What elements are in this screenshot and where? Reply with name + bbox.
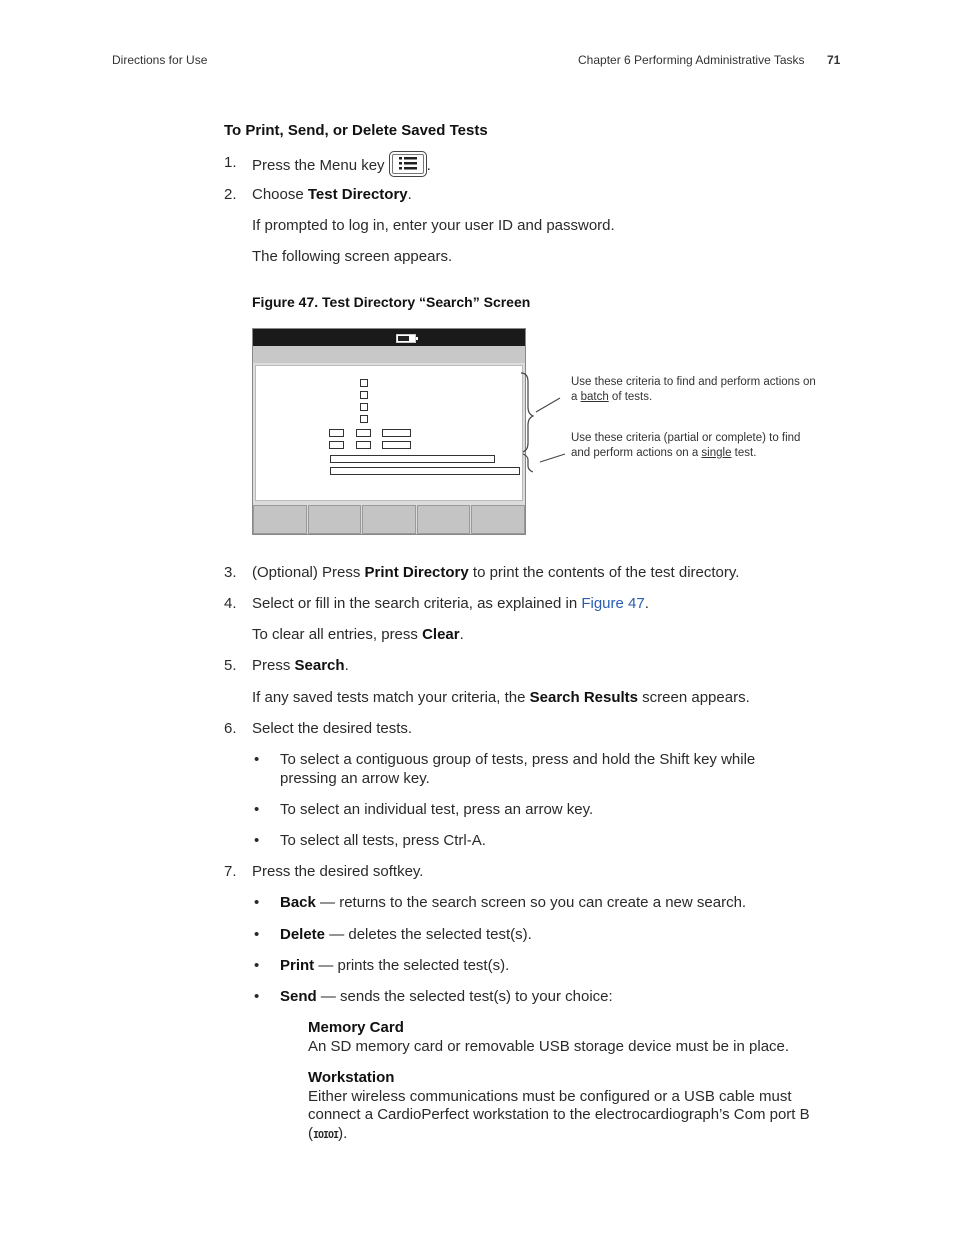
page-number: 71 [827, 53, 841, 67]
softkey-back-desc [280, 893, 746, 912]
date-field[interactable] [356, 441, 371, 449]
step-4-note-post: . [459, 626, 464, 643]
step-1-after: . [426, 156, 431, 174]
running-header-left: Directions for Use [112, 53, 208, 67]
date-field[interactable] [356, 429, 371, 437]
step-number: 5. [224, 657, 237, 674]
step-6-bullet-1-line1: To select a contiguous group of tests, press and hold the Shift key while [280, 751, 756, 768]
patient-name-field[interactable] [330, 467, 520, 475]
serial-port-icon: IOIOI [313, 1130, 339, 1141]
step-5-note-bold: Search Results [529, 689, 639, 706]
workstation-title: Workstation [308, 1069, 395, 1086]
softkey-send-label: Send [280, 988, 317, 1005]
criteria-checkbox[interactable] [360, 415, 368, 423]
step-4-post: . [644, 595, 649, 612]
step-2-post: . [407, 186, 412, 203]
bullet-marker: • [254, 832, 260, 849]
step-2-note-login: If prompted to log in, enter your user ID and password. [252, 217, 615, 234]
paren-open: ( [308, 1125, 313, 1142]
step-3-bold: Print Directory [364, 564, 469, 581]
status-bar [253, 329, 525, 346]
step-5-note-pre: If any saved tests match your criteria, the [252, 689, 530, 706]
figure-47-link[interactable]: Figure 47 [581, 595, 645, 612]
step-4-note-pre: To clear all entries, press [252, 626, 423, 643]
softkey-delete-label: Delete [280, 926, 326, 943]
bullet-marker: • [254, 801, 260, 818]
step-4-note-bold: Clear [422, 626, 460, 643]
softkey-print-label: Print [280, 957, 315, 974]
step-2-pre: Choose [252, 186, 308, 203]
softkey[interactable] [253, 505, 307, 534]
callout-braces [515, 368, 575, 478]
bullet-marker: • [254, 751, 260, 768]
date-field[interactable] [329, 441, 344, 449]
softkey-back-rest: — returns to the search screen so you can create a new search. [315, 894, 747, 911]
softkey-send-rest: — sends the selected test(s) to your choice: [316, 988, 613, 1005]
step-1-text: Press the Menu key [252, 156, 385, 174]
callout-single-pre: Use these criteria (partial or complete) to find and perform actions on a [571, 432, 801, 459]
menu-key-icon [389, 151, 427, 177]
callout-single-post: test. [731, 447, 757, 459]
bullet-marker: • [254, 988, 260, 1005]
step-5-pre: Press [252, 657, 295, 674]
leader-line-batch [536, 398, 560, 412]
paren-close: ). [338, 1125, 348, 1142]
step-4 [252, 594, 649, 613]
step-5-note-post: screen appears. [638, 689, 750, 706]
patient-id-field[interactable] [330, 455, 495, 463]
step-number: 1. [224, 154, 237, 171]
callout-batch-post: of tests. [608, 391, 653, 403]
step-3 [252, 563, 739, 582]
step-number: 3. [224, 564, 237, 581]
criteria-checkbox[interactable] [360, 379, 368, 387]
step-3-post: to print the contents of the test directory. [468, 564, 740, 581]
device-screen-figure [252, 328, 526, 535]
softkey-bar [253, 505, 525, 534]
brace-batch [521, 373, 533, 452]
softkey-back-label: Back [280, 894, 316, 911]
step-5-post: . [344, 657, 349, 674]
callout-batch-underline: batch [580, 391, 609, 403]
step-number: 4. [224, 595, 237, 612]
step-4-pre: Select or fill in the search criteria, as explained in [252, 595, 582, 612]
section-title: To Print, Send, or Delete Saved Tests [224, 122, 488, 139]
bullet-marker: • [254, 957, 260, 974]
step-6-bullet-1-line2: pressing an arrow key. [280, 770, 430, 787]
step-6: Select the desired tests. [252, 720, 413, 737]
softkey-delete-desc [280, 925, 532, 944]
softkey[interactable] [362, 505, 416, 534]
softkey[interactable] [471, 505, 525, 534]
criteria-checkbox[interactable] [360, 403, 368, 411]
step-2-note-screen: The following screen appears. [252, 248, 453, 265]
callout-batch-pre: Use these criteria to find and perform actions on a [571, 376, 816, 403]
softkey-print-rest: — prints the selected test(s). [314, 957, 510, 974]
step-number: 7. [224, 863, 237, 880]
bullet-marker: • [254, 894, 260, 911]
step-2-bold: Test Directory [307, 186, 408, 203]
bullet-marker: • [254, 926, 260, 943]
step-4-note [252, 625, 464, 644]
softkey[interactable] [417, 505, 471, 534]
screen-title-bar [253, 346, 525, 363]
step-5-note [252, 688, 750, 707]
step-1 [252, 153, 431, 179]
callout-batch [571, 375, 821, 405]
workstation-line3 [308, 1124, 347, 1145]
softkey-delete-rest: — deletes the selected test(s). [325, 926, 532, 943]
brace-single [523, 454, 533, 472]
step-6-bullet-3: To select all tests, press Ctrl-A. [280, 832, 486, 849]
softkey-print-desc [280, 956, 509, 975]
callout-single [571, 431, 821, 461]
figure-caption: Figure 47. Test Directory “Search” Screen [252, 294, 531, 310]
date-field[interactable] [382, 429, 411, 437]
callout-single-underline: single [701, 447, 732, 459]
step-5-bold: Search [294, 657, 345, 674]
running-header-chapter: Chapter 6 Performing Administrative Tasks [578, 53, 805, 67]
memory-card-text: An SD memory card or removable USB storage device must be in place. [308, 1038, 790, 1055]
battery-icon [396, 334, 416, 343]
softkey-send-desc [280, 987, 613, 1006]
step-7: Press the desired softkey. [252, 863, 424, 880]
softkey[interactable] [308, 505, 362, 534]
date-field[interactable] [382, 441, 411, 449]
step-6-bullet-2: To select an individual test, press an arrow key. [280, 801, 594, 818]
step-3-pre: (Optional) Press [252, 564, 365, 581]
memory-card-title: Memory Card [308, 1019, 404, 1036]
criteria-checkbox[interactable] [360, 391, 368, 399]
workstation-line1: Either wireless communications must be configured or a USB cable must [308, 1088, 792, 1105]
step-2 [252, 185, 412, 204]
step-6-bullet-1 [280, 750, 755, 788]
step-number: 6. [224, 720, 237, 737]
workstation-line2: connect a CardioPerfect workstation to the electrocardiograph’s Com port B [308, 1106, 810, 1123]
leader-line-single [540, 454, 565, 462]
date-field[interactable] [329, 429, 344, 437]
search-criteria-panel [255, 365, 523, 501]
step-number: 2. [224, 186, 237, 203]
step-5 [252, 656, 349, 675]
